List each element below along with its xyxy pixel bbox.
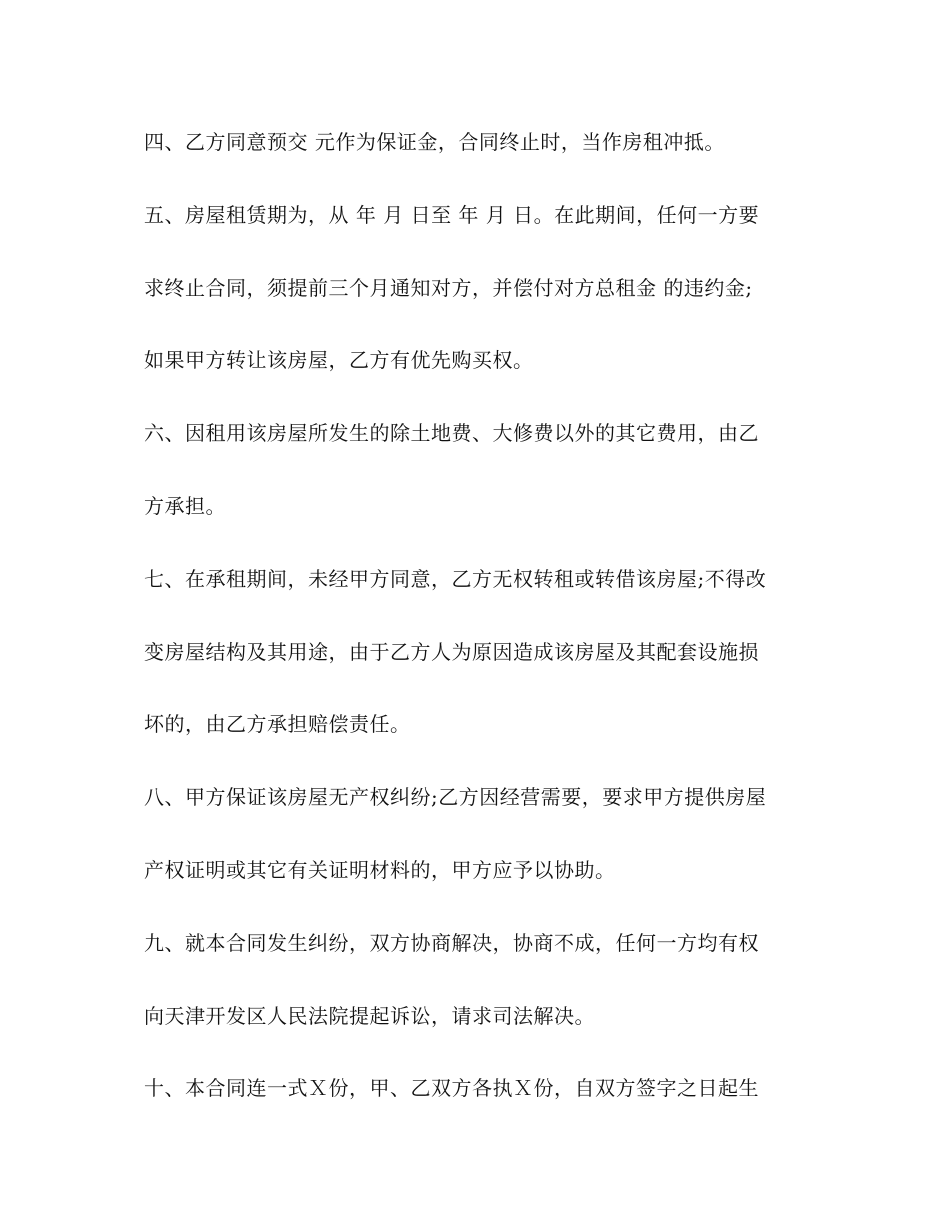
clause-5-line-2: 求终止合同，须提前三个月通知对方，并偿付对方总租金 的违约金; <box>144 275 753 300</box>
clause-7-line-2: 变房屋结构及其用途，由于乙方人为原因造成该房屋及其配套设施损 <box>144 639 759 664</box>
clause-7-line-3: 坏的，由乙方承担赔偿责任。 <box>144 712 411 737</box>
clause-8-line-2: 产权证明或其它有关证明材料的，甲方应予以协助。 <box>144 857 616 882</box>
clause-9-line-2: 向天津开发区人民法院提起诉讼，请求司法解决。 <box>144 1003 595 1028</box>
clause-7-line-1: 七、在承租期间，未经甲方同意，乙方无权转租或转借该房屋;不得改 <box>144 566 767 591</box>
clause-4-line: 四、乙方同意预交 元作为保证金，合同终止时，当作房租冲抵。 <box>144 130 725 154</box>
clause-5-line-1: 五、房屋租赁期为，从 年 月 日至 年 月 日。在此期间，任何一方要 <box>144 202 760 227</box>
clause-6-line-1: 六、因租用该房屋所发生的除土地费、大修费以外的其它费用，由乙 <box>144 421 759 446</box>
clause-6-line-2: 方承担。 <box>144 493 226 518</box>
clause-9-line-1: 九、就本合同发生纠纷，双方协商解决，协商不成，任何一方均有权 <box>144 930 759 955</box>
clause-5-line-3: 如果甲方转让该房屋，乙方有优先购买权。 <box>144 348 534 373</box>
contract-text <box>144 126 814 1145</box>
clause-8-line-1: 八、甲方保证该房屋无产权纠纷;乙方因经营需要，要求甲方提供房屋 <box>144 785 767 810</box>
clause-10-line-1: 十、本合同连一式Ｘ份，甲、乙双方各执Ｘ份，自双方签字之日起生 <box>144 1076 759 1101</box>
